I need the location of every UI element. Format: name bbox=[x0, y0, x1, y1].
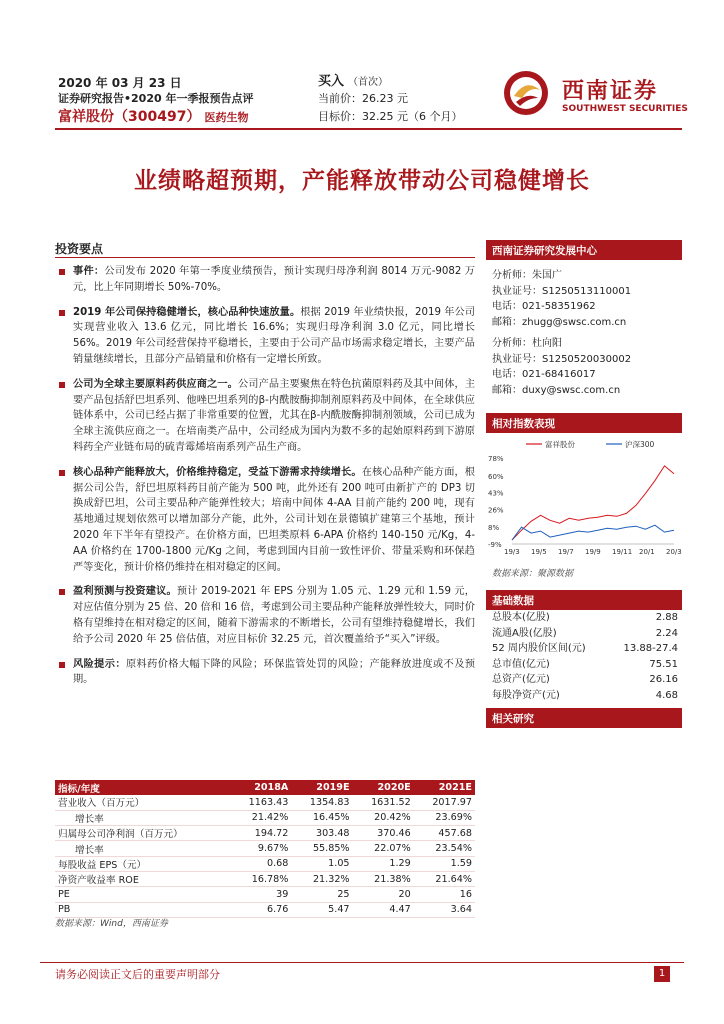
related-research-header: 相关研究 bbox=[486, 708, 682, 728]
table-cell: 21.38% bbox=[353, 871, 414, 886]
table-cell: 55.85% bbox=[291, 841, 352, 856]
bullet-text: 公司产品主要聚焦在特色抗菌原料药及其中间体，主要产品包括舒巴坦系列、他唑巴坦系列的β-内酰胺酶抑制剂原料药及中间体，在全球供应链体系中，公司已经占据了非常重要的位置，尤其在β-内酰胺酶抑制剂领域，公司已成为全球主流供应商之一。在培南类产品中，公司经成为国内为数不多的起始原料药到下游原料药全产业链布局的硫青霉烯培南系列产品生产商。 bbox=[73, 378, 476, 453]
bullet-item bbox=[55, 377, 475, 456]
bullet-item bbox=[55, 584, 475, 647]
series-line-1 bbox=[512, 525, 674, 540]
basic-data-value: 26.16 bbox=[649, 674, 678, 686]
logo-english: SOUTHWEST SECURITIES bbox=[562, 104, 688, 114]
section-title: 投资要点 bbox=[55, 242, 104, 256]
bullet-text: 根据 2019 年业绩快报，2019 年公司实现营业收入 13.6 亿元，同比增长 16.6%；实现归母净利润 3.0 亿元，同比增长 56%。2019 年公司经营保持平稳增长，主要由于公司产品市场需求稳定增长，主要产品销量继续增长，且部分产品销量和价格有一定增长所致。 bbox=[73, 306, 475, 365]
y-tick-label: 43% bbox=[488, 489, 504, 498]
analyst-cert: 执业证号：S1250513110001 bbox=[492, 285, 632, 297]
y-tick-label: -9% bbox=[488, 541, 502, 549]
report-type: 证券研究报告•2020 年一季报预告点评 bbox=[58, 92, 254, 105]
table-cell: 23.69% bbox=[414, 810, 475, 825]
research-center-header: 西南证券研究发展中心 bbox=[486, 240, 682, 260]
bullet-list bbox=[55, 264, 475, 697]
basic-data-label: 52 周内股价区间(元) bbox=[492, 643, 586, 655]
basic-data-label: 总股本(亿股) bbox=[492, 612, 550, 623]
target-price: 目标价：32.25 元（6 个月） bbox=[318, 110, 463, 123]
table-cell: 9.67% bbox=[230, 841, 291, 856]
table-cell: 21.42% bbox=[230, 810, 291, 825]
bullet-marker-icon bbox=[59, 310, 65, 316]
relative-index-chart bbox=[486, 436, 682, 566]
x-tick-label: 19/11 bbox=[612, 548, 633, 556]
x-tick-label: 20/1 bbox=[639, 548, 655, 556]
basic-data-header: 基础数据 bbox=[486, 590, 682, 610]
x-tick-label: 19/9 bbox=[585, 548, 601, 556]
table-cell: 1163.43 bbox=[230, 795, 291, 810]
table-cell: 3.64 bbox=[414, 902, 475, 917]
bullet-lead: 2019 年公司保持稳健增长，核心品种快速放量。 bbox=[73, 306, 301, 318]
table-header-cell: 2019E bbox=[291, 780, 352, 795]
table-row bbox=[55, 841, 475, 856]
y-tick-label: 8% bbox=[488, 524, 500, 533]
industry-label: 医药生物 bbox=[204, 111, 249, 124]
table-row bbox=[55, 871, 475, 886]
analyst-phone: 电话：021-58351962 bbox=[492, 301, 596, 313]
table-cell: 39 bbox=[230, 887, 291, 902]
table-row bbox=[55, 810, 475, 825]
table-header-row bbox=[55, 780, 475, 795]
bullet-marker-icon bbox=[59, 662, 65, 668]
bullet-text: 原料药价格大幅下降的风险；环保监管处罚的风险；产能释放进度或不及预期。 bbox=[73, 658, 476, 686]
table-header-cell: 2018A bbox=[230, 780, 291, 795]
table-cell: 5.47 bbox=[291, 902, 352, 917]
bullet-lead: 核心品种产能释放大，价格维持稳定，受益下游需求持续增长。 bbox=[73, 466, 362, 478]
table-cell: 23.54% bbox=[414, 841, 475, 856]
basic-data-value: 75.51 bbox=[649, 658, 678, 670]
logo-emblem-icon bbox=[500, 68, 556, 118]
analyst-2 bbox=[492, 336, 631, 398]
bullet-lead: 事件： bbox=[73, 266, 105, 277]
bullet-marker-icon bbox=[59, 470, 65, 476]
table-cell: 303.48 bbox=[291, 826, 352, 841]
table-cell: 4.47 bbox=[353, 902, 414, 917]
basic-data-row bbox=[492, 688, 678, 704]
analyst-name: 分析师：朱国广 bbox=[492, 270, 562, 281]
page-number: 1 bbox=[654, 966, 670, 982]
analyst-cert: 执业证号：S1250520030002 bbox=[492, 353, 632, 365]
table-cell: 370.46 bbox=[353, 826, 414, 841]
bullet-text: 预计 2019-2021 年 EPS 分别为 1.05 元、1.29 元和 1.59 元，对应估值分别为 25 倍、20 倍和 16 倍，考虑到公司主要品种产能释放弹性较大，同时价格有望维持在相对稳定的区间，随着下游需求的不断增长，公司有望维持稳健增长，我们给予公司 2020 年 25 倍估值，对应目标价 32.25 元，首次覆盖给予“买入”评级。 bbox=[73, 586, 475, 645]
table-cell: 20.42% bbox=[353, 810, 414, 825]
bullet-lead: 公司为全球主要原料药供应商之一。 bbox=[73, 378, 238, 390]
basic-data-label: 总市值(亿元) bbox=[492, 658, 550, 670]
bullet-marker-icon bbox=[59, 269, 65, 275]
y-tick-label: 60% bbox=[488, 472, 504, 481]
analyst-phone: 电话：021-68416017 bbox=[492, 369, 596, 381]
basic-data-row bbox=[492, 672, 678, 688]
company-label: 富祥股份（300497） bbox=[58, 109, 201, 125]
chart-source: 数据来源：聚源数据 bbox=[492, 569, 574, 579]
company-logo bbox=[500, 68, 710, 118]
section-divider bbox=[55, 257, 475, 258]
bullet-item bbox=[55, 264, 475, 296]
table-cell: 194.72 bbox=[230, 826, 291, 841]
x-tick-label: 19/3 bbox=[504, 548, 520, 556]
current-price: 当前价：26.23 元 bbox=[318, 92, 408, 105]
table-cell: 0.68 bbox=[230, 856, 291, 871]
table-row-label: 增长率 bbox=[55, 810, 230, 825]
legend-label: 富祥股份 bbox=[545, 440, 575, 449]
table-cell: 22.07% bbox=[353, 841, 414, 856]
y-tick-label: 78% bbox=[488, 455, 504, 463]
report-date: 2020 年 03 月 23 日 bbox=[58, 76, 182, 90]
footer-divider bbox=[40, 962, 684, 963]
table-row-label: PE bbox=[55, 887, 230, 902]
table-row bbox=[55, 856, 475, 871]
basic-data-value: 4.68 bbox=[655, 689, 678, 701]
table-cell: 1354.83 bbox=[291, 795, 352, 810]
analyst-email[interactable]: 邮箱：zhugg@swsc.com.cn bbox=[492, 316, 627, 328]
table-cell: 1.05 bbox=[291, 856, 352, 871]
table-row-label: 归属母公司净利润（百万元） bbox=[55, 826, 230, 841]
chart-header: 相对指数表现 bbox=[486, 413, 682, 433]
bullet-lead: 风险提示： bbox=[73, 658, 126, 670]
footer-disclaimer: 请务必阅读正文后的重要声明部分 bbox=[55, 968, 220, 981]
table-cell: 20 bbox=[353, 887, 414, 902]
table-cell: 21.64% bbox=[414, 871, 475, 886]
table-cell: 1.59 bbox=[414, 856, 475, 871]
table-cell: 6.76 bbox=[230, 902, 291, 917]
table-cell: 457.68 bbox=[414, 826, 475, 841]
legend-label: 沪深300 bbox=[625, 440, 655, 449]
basic-data-label: 流通A股(亿股) bbox=[492, 627, 557, 639]
basic-data-list bbox=[492, 610, 678, 704]
table-row bbox=[55, 795, 475, 810]
bullet-item bbox=[55, 465, 475, 576]
table-header-cell: 2020E bbox=[353, 780, 414, 795]
table-row bbox=[55, 826, 475, 841]
company-name bbox=[58, 106, 248, 126]
table-row-label: 增长率 bbox=[55, 841, 230, 856]
table-cell: 25 bbox=[291, 887, 352, 902]
bullet-lead: 盈利预测与投资建议。 bbox=[73, 586, 177, 598]
bullet-item bbox=[55, 657, 475, 689]
basic-data-row bbox=[492, 657, 678, 673]
table-cell: 16.45% bbox=[291, 810, 352, 825]
bullet-text: 在核心品种产能方面，根据公司公告，舒巴坦原料药目前产能为 500 吨，此外还有 200 吨可由新扩产的 DP3 切换成舒巴坦，公司主要品种产能弹性较大；培南中间体 4-AA 目前产能约 200 吨，现有基地通过规划依然可以增加部分产能，此外，公司计划在景德镇扩建第三个基地，预计 2020 年下半年有望投产。在价格方面，巴坦类原料 6-APA 价格约 140-150 元/Kg，4-AA 价格约在 1700-1800 元/Kg 之间，考虑到国内目前一致性评价、带量采购和环保趋严等变化，预计价格仍维持在相对稳定的区间。 bbox=[73, 466, 475, 573]
basic-data-value: 13.88-27.4 bbox=[623, 643, 678, 655]
table-row-label: PB bbox=[55, 902, 230, 917]
bullet-marker-icon bbox=[59, 589, 65, 595]
x-tick-label: 19/7 bbox=[558, 548, 574, 556]
y-tick-label: 26% bbox=[488, 506, 504, 515]
rating-note: （首次） bbox=[348, 77, 389, 88]
table-cell: 16.78% bbox=[230, 871, 291, 886]
headline: 业绩略超预期，产能释放带动公司稳健增长 bbox=[134, 168, 590, 194]
header-divider bbox=[55, 128, 682, 130]
table-row-label: 营业收入（百万元） bbox=[55, 795, 230, 810]
basic-data-row bbox=[492, 610, 678, 626]
table-row bbox=[55, 887, 475, 902]
rating-value: 买入 bbox=[318, 74, 345, 89]
forecast-table bbox=[55, 780, 475, 918]
table-source: 数据来源：Wind，西南证券 bbox=[55, 919, 168, 929]
bullet-text: 公司发布 2020 年第一季度业绩预告，预计实现归母净利润 8014 万元-9082 万元，比上年同期增长 50%-70%。 bbox=[73, 266, 475, 293]
basic-data-value: 2.88 bbox=[655, 612, 678, 623]
x-tick-label: 20/3 bbox=[666, 548, 682, 556]
table-row-label: 净资产收益率 ROE bbox=[55, 871, 230, 886]
table-cell: 16 bbox=[414, 887, 475, 902]
analyst-email[interactable]: 邮箱：duxy@swsc.com.cn bbox=[492, 384, 621, 396]
table-cell: 21.32% bbox=[291, 871, 352, 886]
bullet-item bbox=[55, 305, 475, 368]
table-cell: 2017.97 bbox=[414, 795, 475, 810]
table-header-cell: 2021E bbox=[414, 780, 475, 795]
analyst-1 bbox=[492, 268, 631, 330]
table-row-label: 每股收益 EPS（元） bbox=[55, 856, 230, 871]
x-tick-label: 19/5 bbox=[531, 548, 547, 556]
logo-chinese: 西南证券 bbox=[562, 78, 659, 104]
rating bbox=[318, 70, 388, 89]
table-cell: 1.29 bbox=[353, 856, 414, 871]
basic-data-row bbox=[492, 626, 678, 642]
table-header-cell: 指标/年度 bbox=[55, 780, 230, 795]
table-cell: 1631.52 bbox=[353, 795, 414, 810]
basic-data-row bbox=[492, 641, 678, 657]
basic-data-value: 2.24 bbox=[655, 627, 678, 639]
analyst-name: 分析师：杜向阳 bbox=[492, 338, 562, 349]
basic-data-label: 总资产(亿元) bbox=[492, 674, 550, 686]
basic-data-label: 每股净资产(元) bbox=[492, 689, 560, 701]
series-line-0 bbox=[512, 466, 674, 540]
bullet-marker-icon bbox=[59, 382, 65, 388]
